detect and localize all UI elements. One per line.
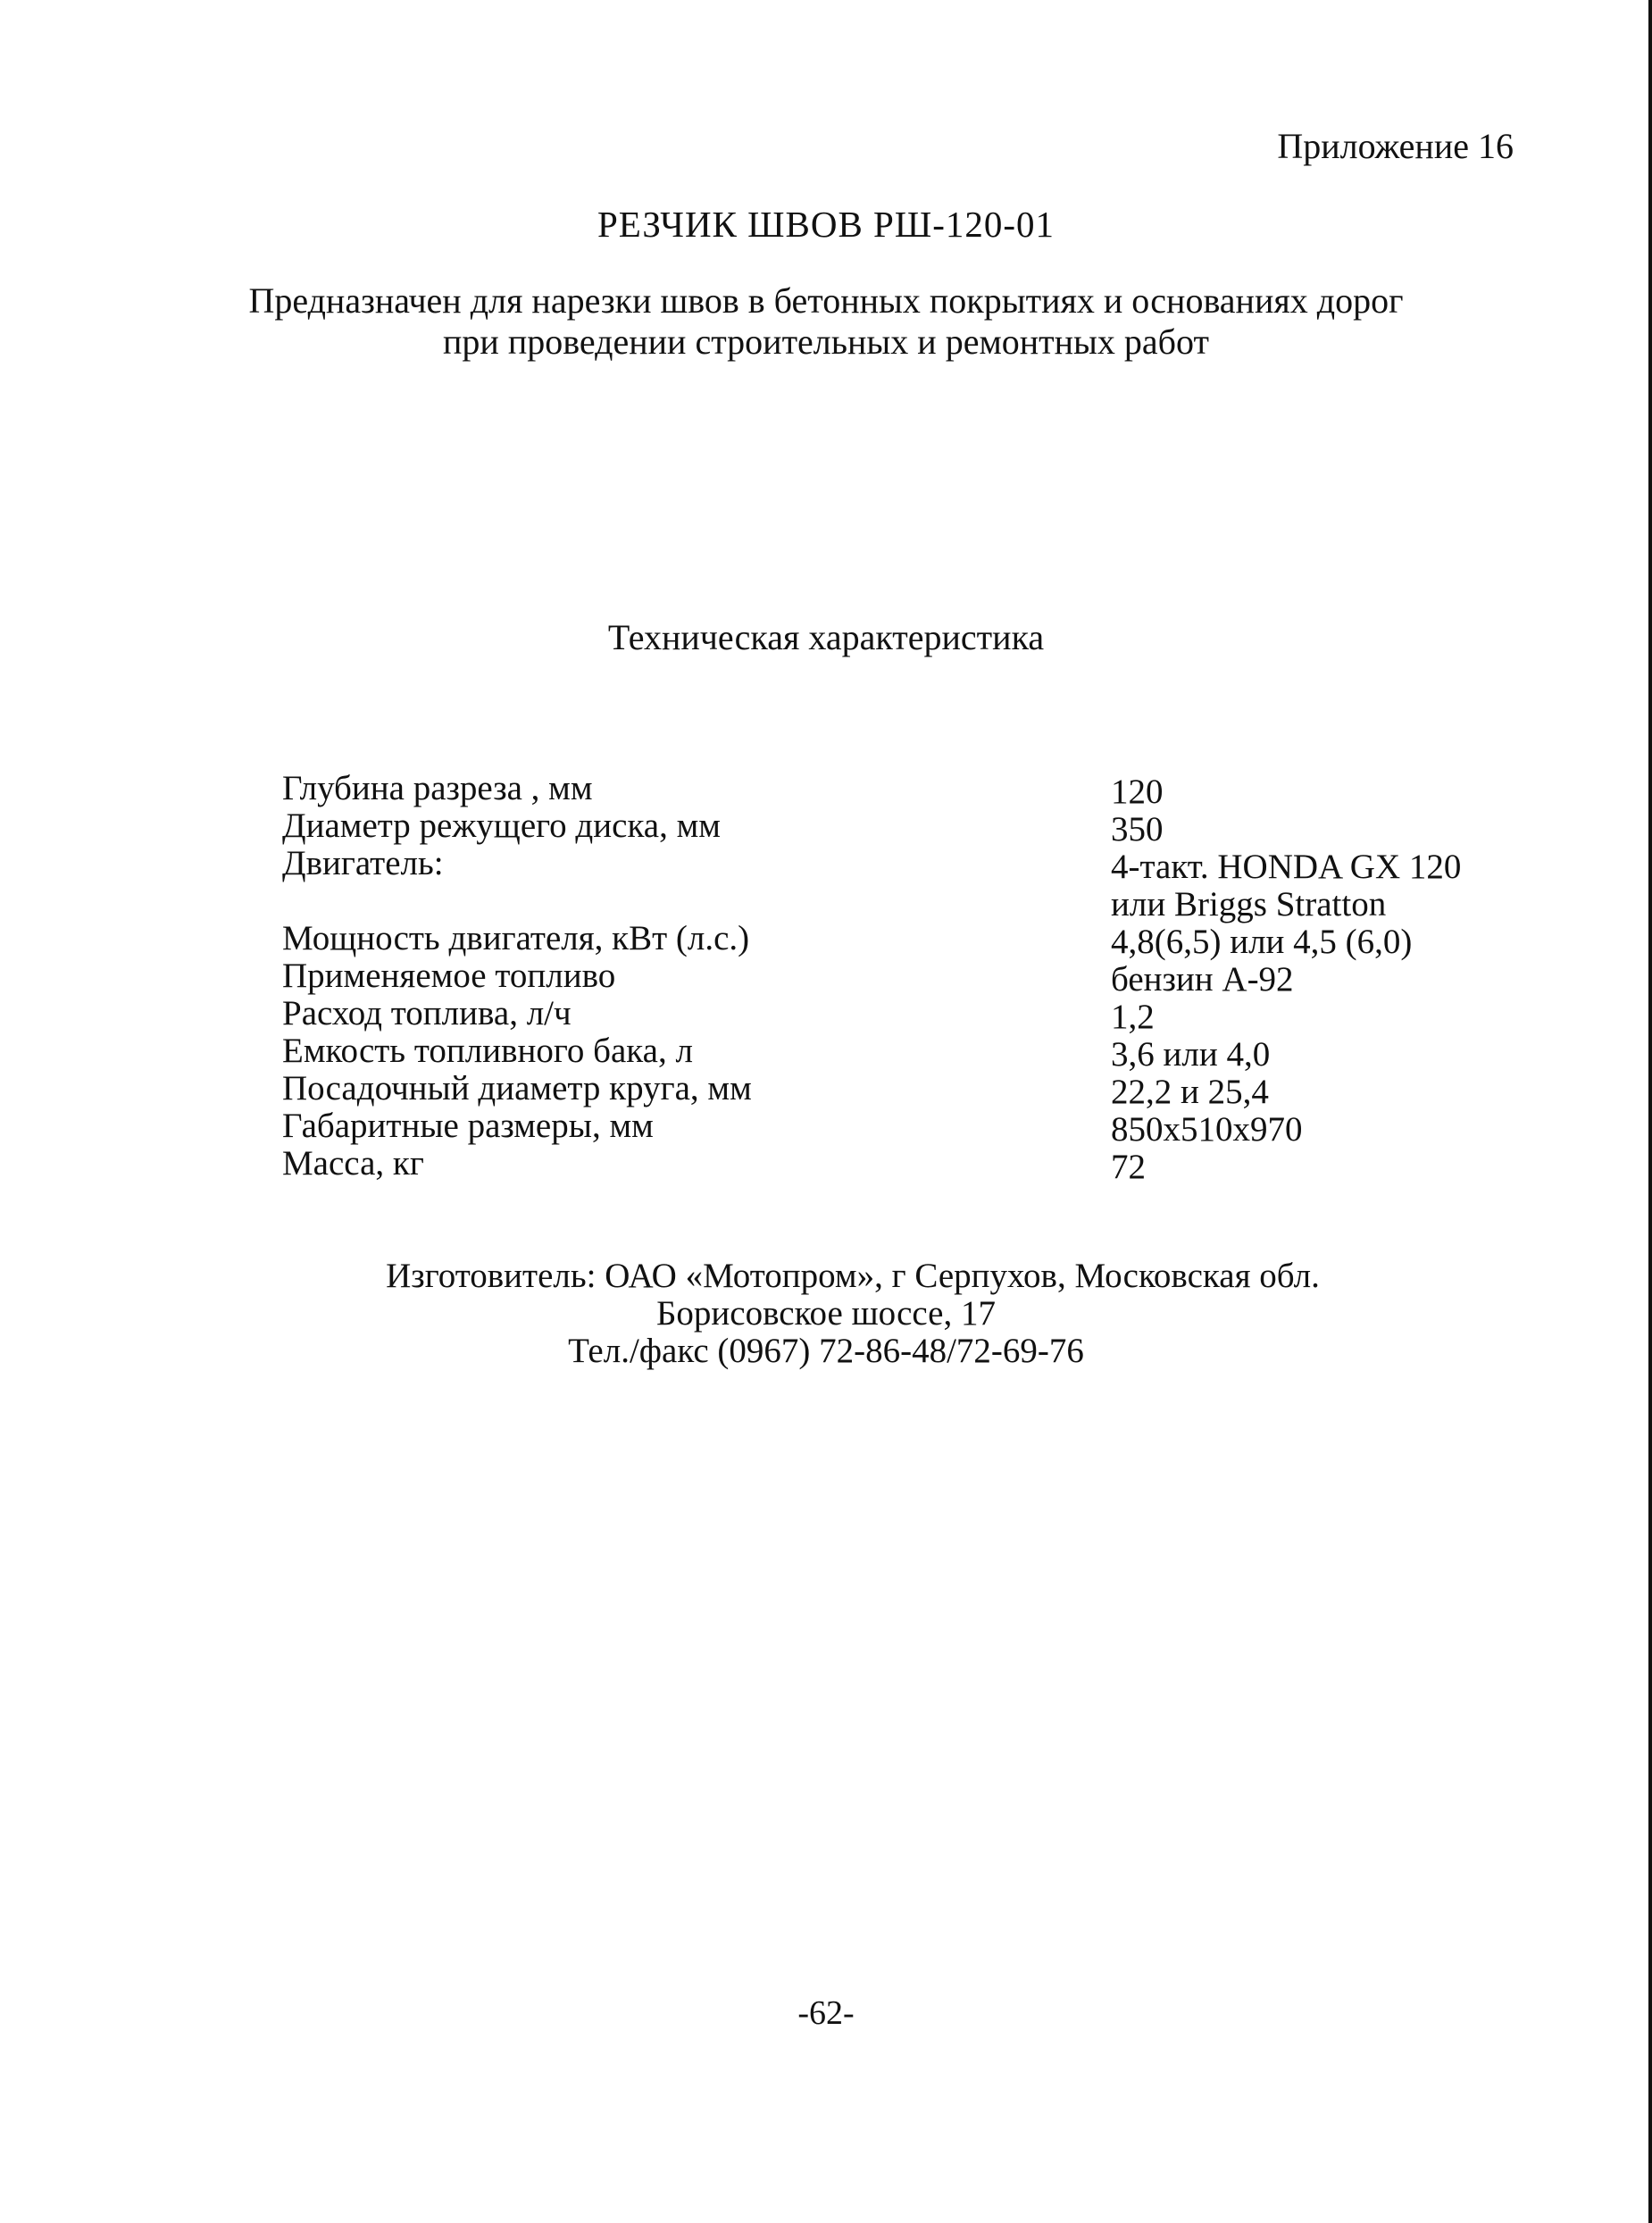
manufacturer-address: Борисовское шоссе, 17	[656, 1294, 996, 1333]
purpose-line-2: при проведении строительных и ремонтных работ	[443, 322, 1209, 362]
page-number: -62-	[797, 1994, 855, 2032]
purpose-line-1: Предназначен для нарезки швов в бетонных покрытиях и основаниях дорог	[248, 280, 1404, 321]
spec-value-engine-power: 4,8(6,5) или 4,5 (6,0)	[1111, 923, 1413, 961]
spec-value-mass: 72	[1111, 1148, 1146, 1186]
manufacturer-phone: Тел./факс (0967) 72-86-48/72-69-76	[568, 1332, 1084, 1370]
manufacturer-name: Изготовитель: ОАО «Мотопром», г Серпухов, Московская обл.	[386, 1257, 1320, 1295]
spec-label-tank-capacity: Емкость топливного бака, л	[282, 1032, 693, 1070]
spec-label-disc-diameter: Диаметр режущего диска, мм	[282, 806, 721, 845]
spec-value-fuel-consumption: 1,2	[1111, 998, 1155, 1036]
spec-values-column	[1111, 773, 1611, 1186]
spec-label-cut-depth: Глубина разреза , мм	[282, 769, 593, 807]
spec-value-dimensions: 850х510х970	[1111, 1110, 1303, 1149]
spec-value-arbor-diameter: 22,2 и 25,4	[1111, 1073, 1269, 1111]
spec-label-engine: Двигатель:	[282, 844, 444, 882]
spec-label-fuel-type: Применяемое топливо	[282, 957, 616, 995]
spec-label-engine-power: Мощность двигателя, кВт (л.с.)	[282, 919, 750, 957]
appendix-label: Приложение 16	[1277, 126, 1514, 166]
specs-heading: Техническая характеристика	[607, 617, 1045, 657]
spec-value-cut-depth: 120	[1111, 773, 1164, 811]
spec-label-arbor-diameter: Посадочный диаметр круга, мм	[282, 1069, 752, 1107]
spec-label-spacer	[282, 882, 1068, 920]
spec-value-tank-capacity: 3,6 или 4,0	[1111, 1035, 1271, 1074]
spec-label-mass: Масса, кг	[282, 1144, 424, 1183]
spec-value-engine: 4-такт. HONDA GX 120	[1111, 848, 1462, 886]
document-title: РЕЗЧИК ШВОВ РШ-120-01	[597, 204, 1055, 245]
spec-labels-column	[282, 770, 1068, 1183]
manufacturer-block	[0, 1258, 1652, 1370]
spec-label-dimensions: Габаритные размеры, мм	[282, 1107, 654, 1145]
spec-value-fuel-type: бензин А-92	[1111, 960, 1294, 999]
purpose-text	[0, 280, 1652, 363]
spec-value-disc-diameter: 350	[1111, 810, 1164, 848]
spec-label-fuel-consumption: Расход топлива, л/ч	[282, 994, 572, 1032]
spec-value-engine-alt: или Briggs Stratton	[1111, 885, 1387, 923]
